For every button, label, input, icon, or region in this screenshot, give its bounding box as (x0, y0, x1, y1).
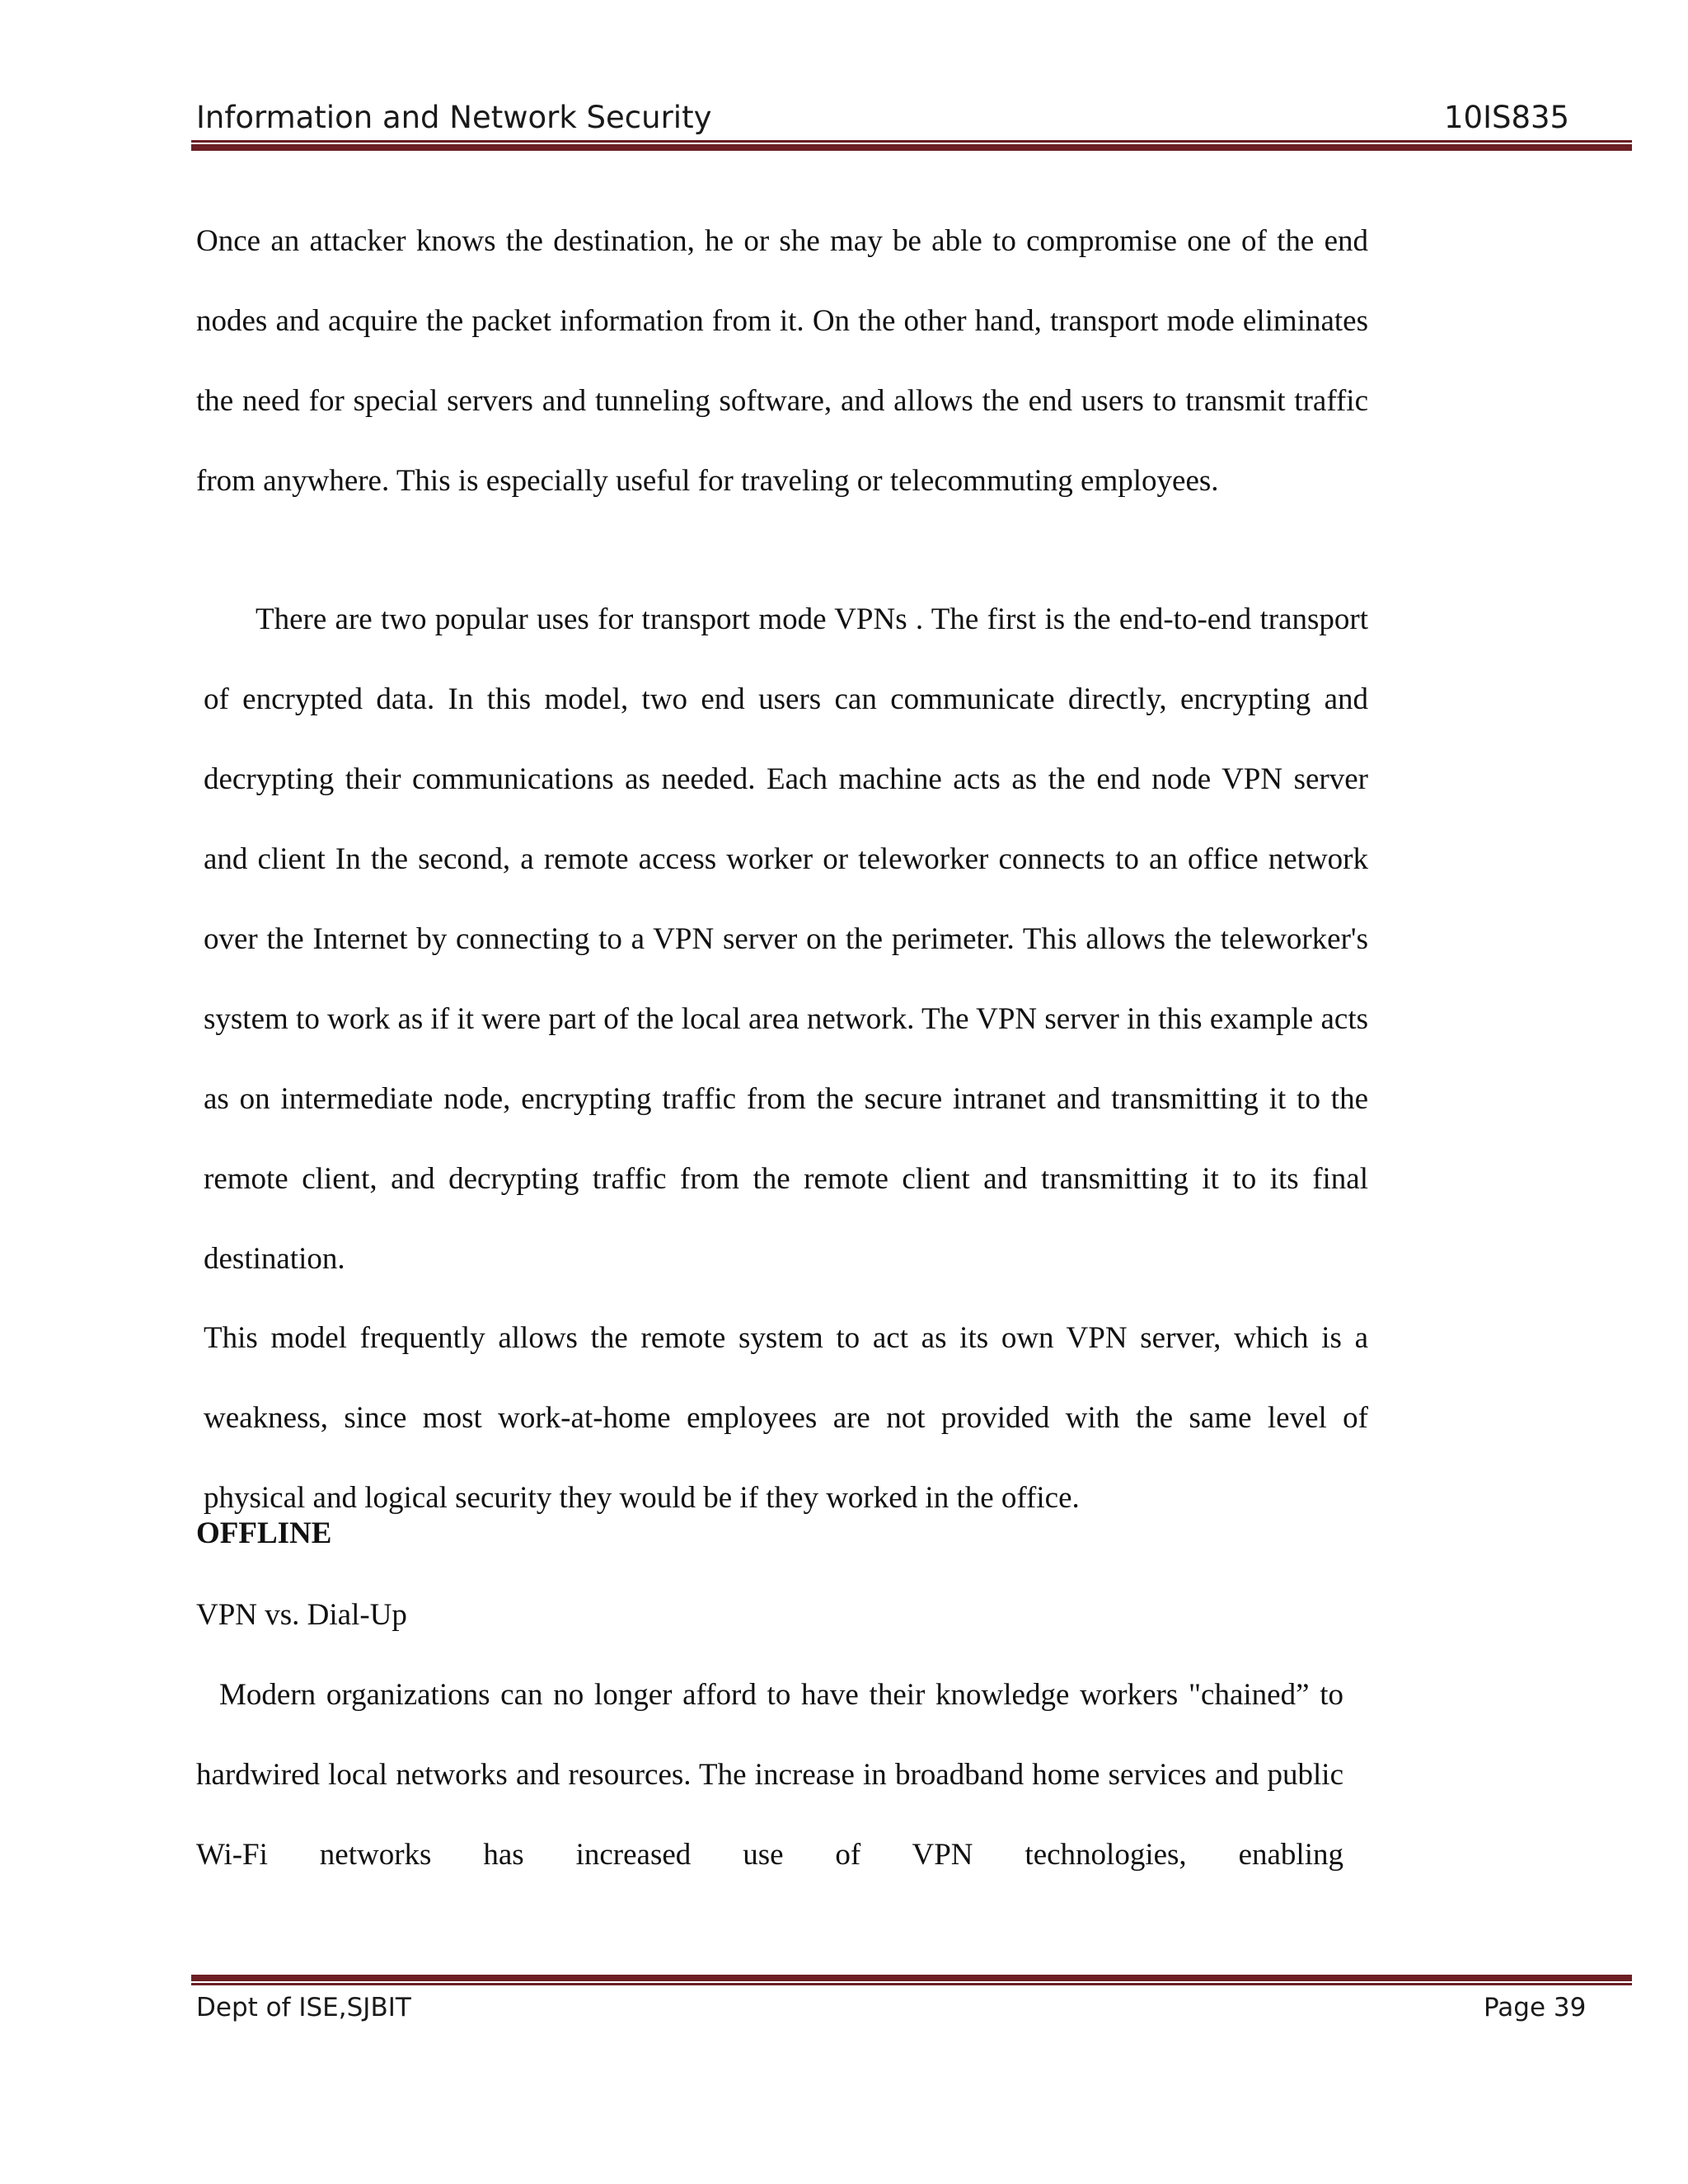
body-paragraph-4: Modern organizations can no longer afford to have their knowledge workers "chained” to hardwired local networks and resources. The increase in broadband home services and public Wi-Fi networks has increased use of VPN technologies, enabling (196, 1678, 1343, 1872)
header-rule-thick (191, 144, 1632, 151)
header-title: Information and Network Security (196, 100, 712, 135)
footer-rule-thin (191, 1983, 1632, 1985)
body-paragraph-2: There are two popular uses for transport mode VPNs . The first is the end-to-end transport of encrypted data. In this model, two end users can communicate directly, encrypting and decrypting their communications as needed. Each machine acts as the end node VPN server and client In the second, a remote access worker or teleworker connects to an office network over the Internet by connecting to a VPN server on the perimeter. This allows the teleworker's system to work as if it were part of the local area network. The VPN server in this example acts as on intermediate node, encrypting traffic from the secure intranet and transmitting it to the remote client, and decrypting traffic from the remote client and transmitting it to its final destination. (204, 602, 1368, 1276)
section-heading: OFFLINE (196, 1516, 332, 1550)
header-rule-thin (191, 140, 1632, 143)
footer-department: Dept of ISE,SJBIT (196, 1993, 411, 2022)
page-number: Page 39 (1484, 1993, 1587, 2022)
footer-rule-thick (191, 1975, 1632, 1981)
section-subheading: VPN vs. Dial-Up (196, 1598, 407, 1632)
body-paragraph-1: Once an attacker knows the destination, he or she may be able to compromise one of the end nodes and acquire the packet information from it. On the other hand, transport mode eliminates the need for special servers and tunneling software, and allows the end users to transmit traffic from anywhere. This is especially useful for traveling or telecommuting employees. (196, 224, 1368, 498)
course-code: 10IS835 (1444, 100, 1570, 135)
body-paragraph-3: This model frequently allows the remote system to act as its own VPN server, which is a weakness, since most work-at-home employees are not provided with the same level of physical and logical security they would be if they worked in the office. (204, 1321, 1368, 1515)
